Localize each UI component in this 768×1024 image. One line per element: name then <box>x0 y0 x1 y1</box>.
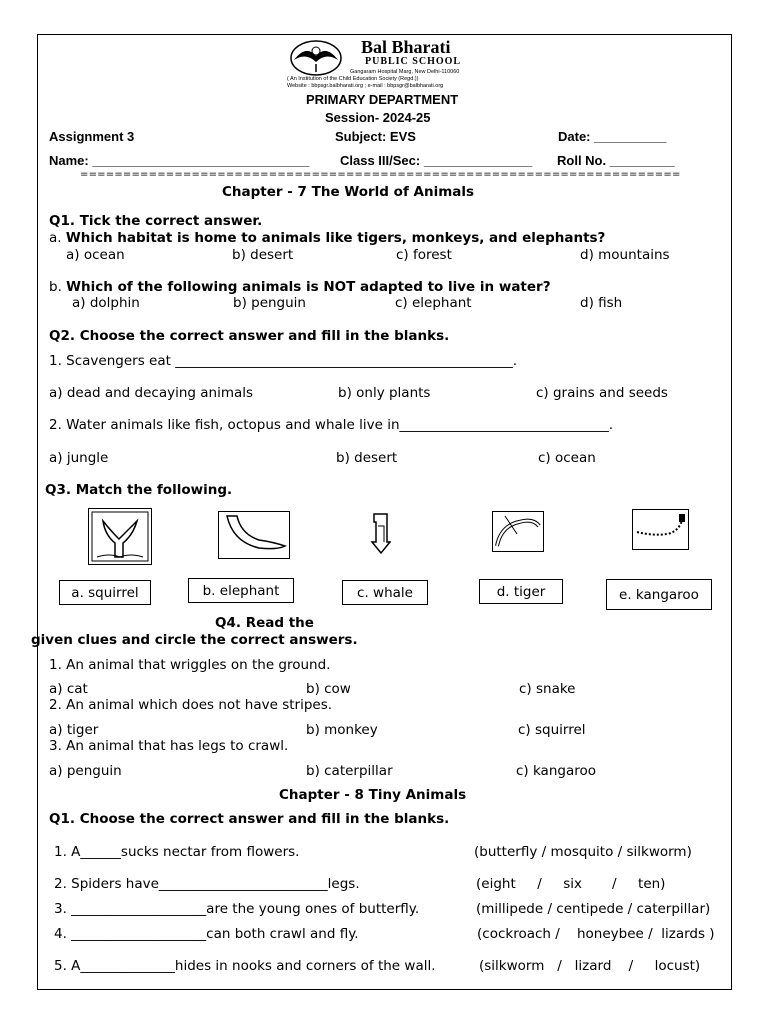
ch7-q2-heading: Q2. Choose the correct answer and fill in the blanks. <box>49 328 450 344</box>
ch7-q4-c2-option-2: b) monkey <box>306 722 378 738</box>
ch7-q4-clue-1: 1. An animal that wriggles on the ground. <box>49 657 331 673</box>
chapter7-title: Chapter - 7 The World of Animals <box>222 184 475 200</box>
date-field: Date: __________ <box>558 129 667 144</box>
ch7-q1b-option-1: a) dolphin <box>72 295 140 311</box>
school-subtitle: PUBLIC SCHOOL <box>365 56 462 67</box>
name-field: Name: ______________________________ <box>49 153 310 168</box>
ch7-q1b-option-3: c) elephant <box>395 295 472 311</box>
school-logo-emblem <box>288 38 344 78</box>
ch8-item-1: 1. A______sucks nectar from flowers. <box>54 844 300 860</box>
school-name: Bal Bharati <box>361 37 451 57</box>
ch7-q2-s1-option-1: a) dead and decaying animals <box>49 385 254 401</box>
ch7-q4-c1-option-2: b) cow <box>306 681 351 697</box>
match-label-squirrel: a. squirrel <box>59 580 151 605</box>
school-address: Gangaram Hospital Marg, New Delhi-110060 <box>350 69 460 75</box>
ch7-q1a-option-3: c) forest <box>396 247 452 263</box>
class-field: Class III/Sec: _______________ <box>340 153 533 168</box>
ch7-q1a-option-2: b) desert <box>232 247 294 263</box>
ch7-q4-c2-option-1: a) tiger <box>49 722 99 738</box>
ch7-q4-c3-option-2: b) caterpillar <box>306 763 393 779</box>
match-label-kangaroo: e. kangaroo <box>606 579 712 610</box>
ch7-q4-c1-option-3: c) snake <box>519 681 576 697</box>
elephant-trunk-picture <box>218 511 290 559</box>
ch7-q4-clue-2: 2. An animal which does not have stripes. <box>49 697 333 713</box>
subject-label: Subject: EVS <box>335 129 416 144</box>
ch7-q2-s2-option-2: b) desert <box>336 450 398 466</box>
ch7-q4-heading-line1: Q4. Read the <box>215 615 314 631</box>
tiger-tail-picture <box>492 511 544 552</box>
ch7-q1a-question: a. Which habitat is home to animals like tigers, monkeys, and elephants? <box>49 230 606 246</box>
ch8-item-5: 5. A______________hides in nooks and corners of the wall. <box>54 958 436 974</box>
school-website: Website : bbpsgr.balbharati.org ; e-mail : bbpsgr@balbharati.org <box>287 83 444 89</box>
ch7-q2-s1-option-2: b) only plants <box>338 385 431 401</box>
kangaroo-tail-picture <box>632 509 689 550</box>
ch7-q1b-option-4: d) fish <box>580 295 623 311</box>
ch8-q1-heading: Q1. Choose the correct answer and fill in the blanks. <box>49 811 450 827</box>
ch7-q2-s1-option-3: c) grains and seeds <box>536 385 668 401</box>
ch8-item-4-options: (cockroach / honeybee / lizards ) <box>477 926 715 942</box>
ch7-q4-c2-option-3: c) squirrel <box>518 722 586 738</box>
match-label-elephant: b. elephant <box>188 578 294 603</box>
ch7-q4-clue-3: 3. An animal that has legs to crawl. <box>49 738 289 754</box>
roll-field: Roll No. _________ <box>557 153 675 168</box>
squirrel-tail-picture <box>370 512 391 555</box>
match-label-tiger: d. tiger <box>479 579 563 604</box>
ch8-item-5-options: (silkworm / lizard / locust) <box>479 958 701 974</box>
ch7-q2-s2-option-1: a) jungle <box>49 450 109 466</box>
ch7-q1-heading: Q1. Tick the correct answer. <box>49 213 263 229</box>
ch8-item-2-options: (eight / six / ten) <box>476 876 666 892</box>
ch7-q2-sentence-2: 2. Water animals like fish, octopus and whale live in_______________________________. <box>49 417 614 433</box>
ch8-item-4: 4. ____________________can both crawl and fly. <box>54 926 359 942</box>
ch7-q4-heading-line2: given clues and circle the correct answers. <box>31 632 358 648</box>
chapter8-title: Chapter - 8 Tiny Animals <box>279 787 467 803</box>
match-label-whale: c. whale <box>342 580 428 605</box>
session-label: Session- 2024-25 <box>325 110 431 125</box>
ch8-item-1-options: (butterfly / mosquito / silkworm) <box>474 844 692 860</box>
ch7-q3-heading: Q3. Match the following. <box>45 482 233 498</box>
ch7-q2-sentence-1: 1. Scavengers eat __________________________________________________. <box>49 353 517 369</box>
divider-line: ====================================================================== <box>80 169 681 180</box>
ch7-q4-c3-option-1: a) penguin <box>49 763 122 779</box>
whale-tail-picture <box>88 508 152 565</box>
ch7-q1a-option-1: a) ocean <box>66 247 125 263</box>
ch8-item-2: 2. Spiders have_________________________legs. <box>54 876 360 892</box>
ch8-item-3: 3. ____________________are the young ones of butterfly. <box>54 901 420 917</box>
ch7-q1b-question: b. Which of the following animals is NOT adapted to live in water? <box>49 279 551 295</box>
ch7-q2-s2-option-3: c) ocean <box>538 450 596 466</box>
department-title: PRIMARY DEPARTMENT <box>306 92 459 107</box>
ch7-q1b-option-2: b) penguin <box>233 295 306 311</box>
school-institution: ( An Institution of the Child Education Society (Regd.)) <box>287 76 419 82</box>
ch7-q4-c3-option-3: c) kangaroo <box>516 763 597 779</box>
ch8-item-3-options: (millipede / centipede / caterpillar) <box>476 901 711 917</box>
ch7-q1a-option-4: d) mountains <box>580 247 670 263</box>
ch7-q4-c1-option-1: a) cat <box>49 681 88 697</box>
assignment-label: Assignment 3 <box>49 129 135 144</box>
